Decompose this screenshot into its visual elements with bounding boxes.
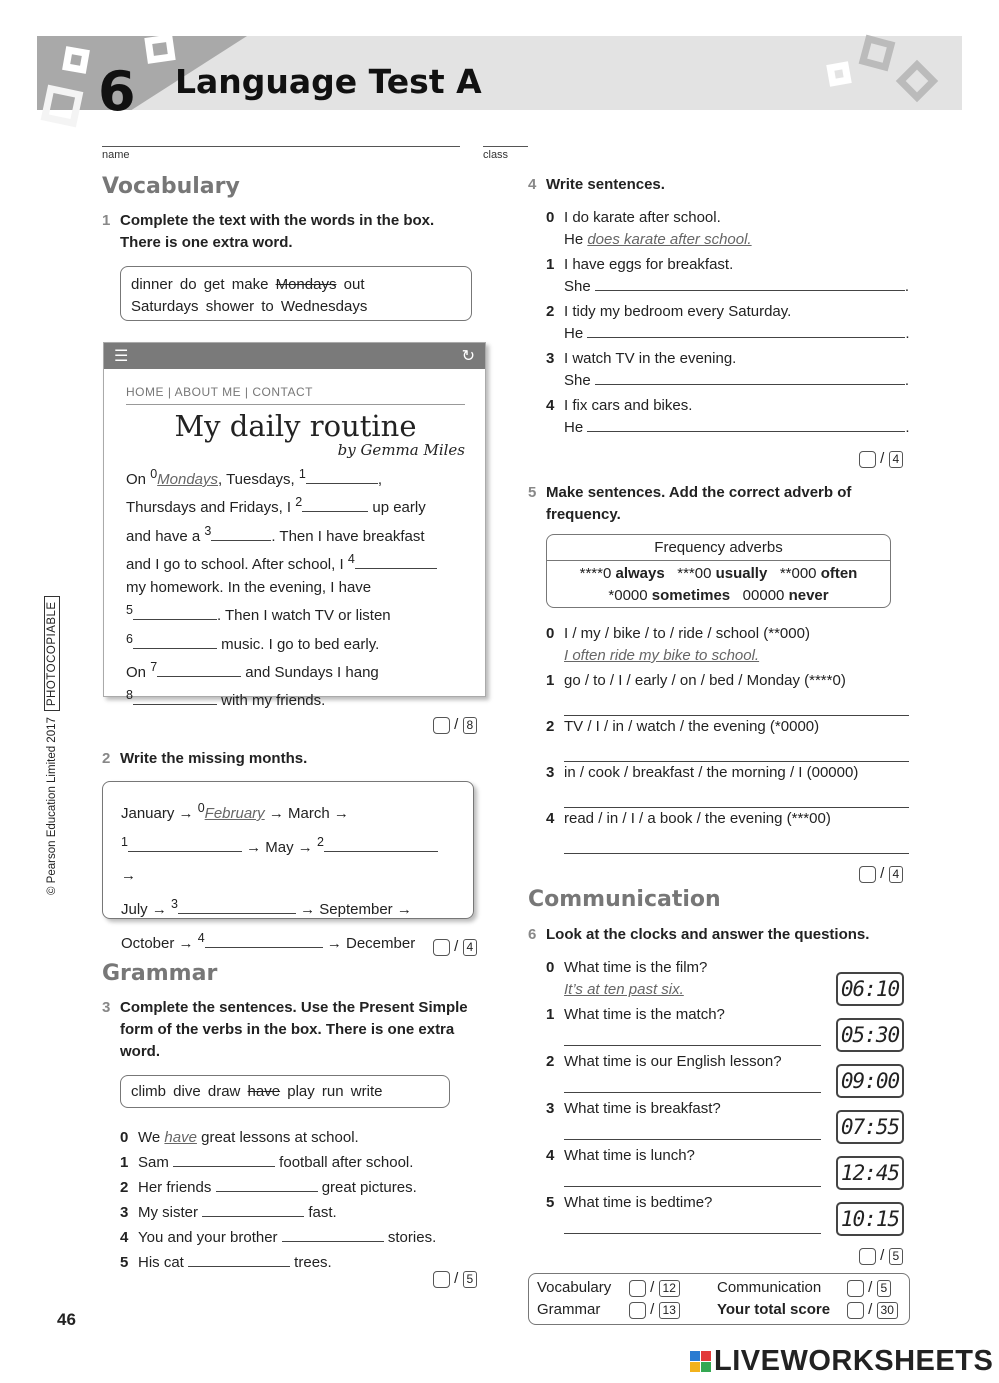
gap-1[interactable] (306, 469, 378, 484)
gap-8[interactable] (133, 690, 217, 705)
gap-7[interactable] (157, 662, 241, 677)
refresh-icon[interactable]: ↻ (461, 348, 475, 365)
clock-display: 09:00 (836, 1064, 904, 1098)
communication-heading: Communication (528, 887, 721, 912)
frequency-box: Frequency adverbs ****0 always ***00 usually **000 often *0000 sometimes 00000 never (546, 534, 891, 608)
ex2-score: / 4 (433, 938, 477, 956)
clock-display: 12:45 (836, 1156, 904, 1190)
blog-line-6: $^6$ music. I go to bed early. (126, 631, 380, 653)
blog-byline: by Gemma Miles (337, 441, 465, 459)
ex1-score: / 8 (433, 716, 477, 734)
list-item: 2 I tidy my bedroom every Saturday. (546, 303, 792, 320)
page-title: Language Test A (175, 62, 482, 101)
ex5-instruction: 5 Make sentences. Add the correct adverb of frequency. (528, 484, 852, 523)
list-item: 4 I fix cars and bikes. (546, 397, 693, 414)
gap-6[interactable] (133, 634, 217, 649)
blog-nav: HOME | ABOUT ME | CONTACT (126, 385, 465, 405)
clock-display: 07:55 (836, 1110, 904, 1144)
months-box: January → $^0$February → March → $^1$ → May → $^2$ → July → $^3$ → September → October → $^4$ → December (102, 781, 474, 919)
list-item: 5 His cat trees. (120, 1254, 332, 1271)
ex1-instruction: 1 Complete the text with the words in the box. There is one extra word. (102, 212, 435, 251)
blog-line-2: and have a $^3$ . Then I have breakfast (126, 523, 425, 545)
menu-icon[interactable]: ☰ (114, 348, 129, 365)
blog-webpage (103, 342, 486, 710)
ex6-score: / 5 (859, 1247, 903, 1265)
list-item: 0 We have great lessons at school. (120, 1129, 359, 1146)
list-item: 4 You and your brother stories. (120, 1229, 437, 1246)
ex3-items (120, 1125, 480, 1275)
liveworksheets-logo: LIVEWORKSHEETS (690, 1345, 993, 1378)
gap-2[interactable] (302, 497, 368, 512)
clock-display: 06:10 (836, 972, 904, 1006)
vocabulary-heading: Vocabulary (102, 174, 240, 199)
month-gap-2[interactable] (324, 837, 438, 852)
ex3-instruction: 3 Complete the sentences. Use the Present Simple form of the verbs in the box. There is one extra word. (102, 999, 468, 1060)
ex3-word-box: climb dive draw have play run write (120, 1075, 450, 1108)
deco-square (62, 46, 90, 74)
ex4-instruction: 4 Write sentences. (528, 176, 665, 193)
unit-number: 6 (98, 60, 136, 123)
month-gap-1[interactable] (128, 837, 242, 852)
clock-display: 10:15 (836, 1202, 904, 1236)
deco-square (41, 85, 84, 128)
blog-line-4: my homework. In the evening, I have (126, 579, 372, 597)
class-line[interactable] (483, 146, 528, 147)
answer-line[interactable] (564, 784, 909, 808)
ex4-score: / 4 (859, 450, 903, 468)
deco-square (826, 61, 851, 86)
list-item: 1 I have eggs for breakfast. (546, 256, 734, 273)
list-item: 3 in / cook / breakfast / the morning / I (00000) (546, 764, 859, 781)
gap-4[interactable] (355, 554, 437, 569)
list-item: 1 go / to / I / early / on / bed / Monday (****0) (546, 672, 846, 689)
list-item: 0 I / my / bike / to / ride / school (**000) (546, 625, 810, 642)
deco-square (144, 34, 175, 64)
month-gap-4[interactable] (205, 933, 323, 948)
month-gap-3[interactable] (178, 899, 296, 914)
blog-line-0: On $^0$Mondays, Tuesdays, $^1$ , (126, 467, 383, 488)
ex3-score: / 5 (433, 1270, 477, 1288)
list-item: 2 Her friends great pictures. (120, 1179, 417, 1196)
gap-3[interactable] (211, 526, 271, 541)
blog-line-7: On $^7$ and Sundays I hang (126, 660, 379, 682)
list-item: 3 My sister fast. (120, 1204, 337, 1221)
gap-5[interactable] (133, 605, 217, 620)
list-item: 1 Sam football after school. (120, 1154, 414, 1171)
answer-line[interactable] (564, 692, 909, 716)
blog-line-5: $^5$ . Then I watch TV or listen (126, 603, 391, 625)
ex5-items: 0 I / my / bike / to / ride / school (**000) I often ride my bike to school. 1 go / to / I / early / on / bed / Monday (****0) 2 TV / I / in / watch / the evening (*0000) 3 in / cook / breakfast / the morning / I (00000) 4 read / in / I / a book / the evening (***00) (546, 623, 910, 854)
list-item: 0 I do karate after school. (546, 209, 721, 226)
answer-line[interactable] (564, 738, 909, 762)
score-summary: Vocabulary / 12 Grammar / 13 Communication / 5 Your total score / 30 (528, 1273, 910, 1325)
name-label: name (102, 149, 130, 161)
ex2-instruction: 2 Write the missing months. (102, 750, 308, 767)
grammar-heading: Grammar (102, 961, 218, 986)
blog-line-8: $^8$ with my friends. (126, 688, 326, 710)
list-item: 2 TV / I / in / watch / the evening (*0000) (546, 718, 820, 735)
ex6-instruction: 6 Look at the clocks and answer the questions. (528, 926, 870, 943)
ex1-word-box: dinner do get make Mondays out Saturdays shower to Wednesdays (120, 266, 472, 321)
clock-display: 05:30 (836, 1018, 904, 1052)
answer-line[interactable] (564, 830, 909, 854)
blog-line-3: and I go to school. After school, I $^4$ (126, 548, 465, 576)
logo-icon (690, 1351, 711, 1372)
ex4-items: 0 I do karate after school. He does karate after school. 1 I have eggs for breakfast. She . 2 I tidy my bedroom every Saturday. He . 3 I watch TV in the evening. She . 4 I fix cars and bikes. He . (546, 209, 910, 436)
class-label: class (483, 149, 509, 161)
page-number: 46 (57, 1310, 76, 1329)
list-item: 3 I watch TV in the evening. (546, 350, 737, 367)
list-item: 4 read / in / I / a book / the evening (***00) (546, 810, 831, 827)
sidebar-copyright: © Pearson Education Limited 2017PHOTOCOPIABLE (46, 596, 58, 895)
ex5-score: / 4 (859, 865, 903, 883)
ex6-items: 0 What time is the film? It’s at ten past six. 1 What time is the match? 2 What time is our English lesson? 3 What time is breakfast? 4 What time is lunch? 5 What time is bedtime? (546, 957, 836, 1239)
blog-title: My daily routine (174, 409, 417, 443)
blog-toolbar (104, 343, 485, 369)
blog-line-1: Thursdays and Fridays, I $^2$ up early (126, 495, 426, 517)
name-line[interactable] (102, 146, 460, 147)
